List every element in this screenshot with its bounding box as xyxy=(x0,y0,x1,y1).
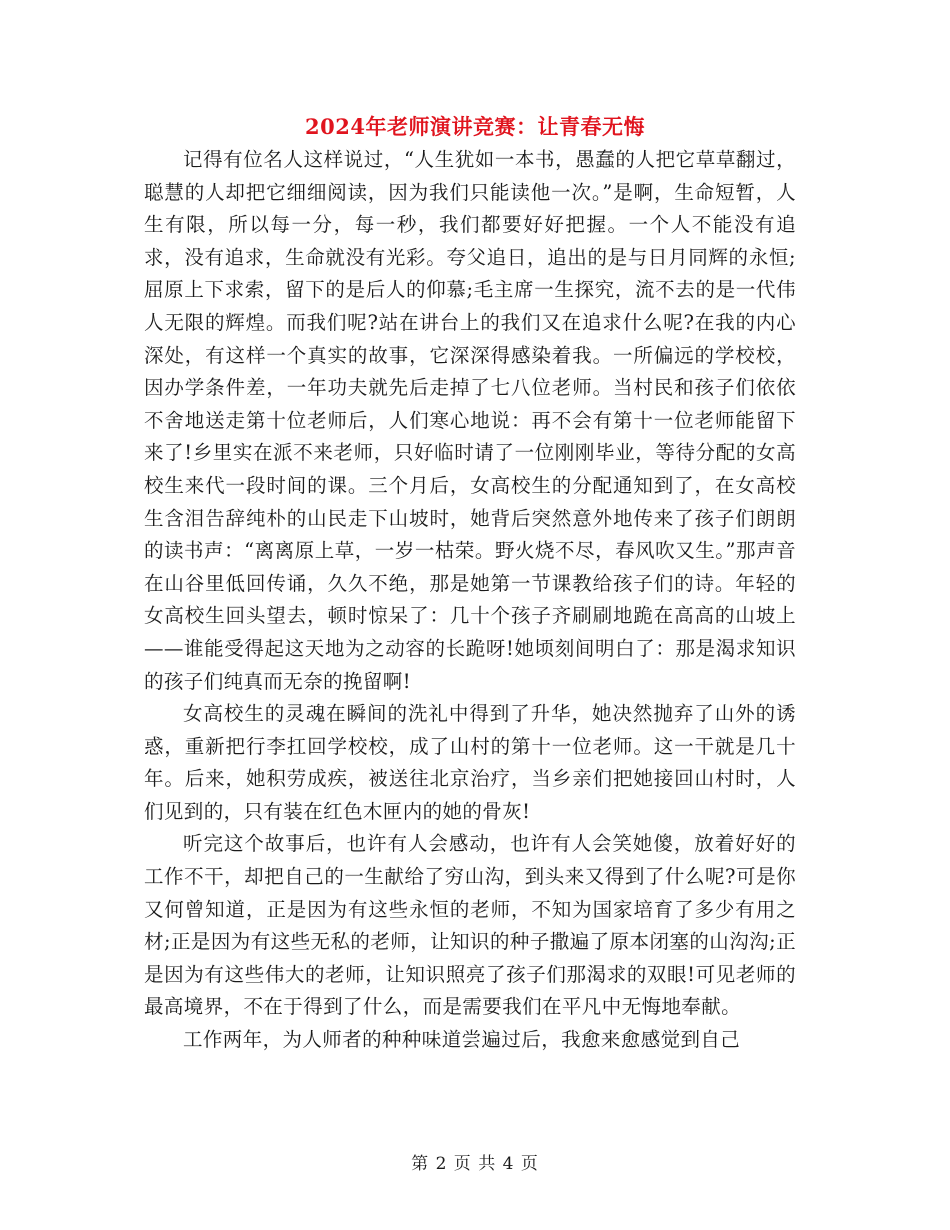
page-number-text: 第 2 页 共 4 页 xyxy=(411,1154,539,1174)
paragraph-4: 工作两年，为人师者的种种味道尝遍过后，我愈来愈感觉到自己 xyxy=(183,1028,741,1052)
paragraph-2: 女高校生的灵魂在瞬间的洗礼中得到了升华，她决然抛弃了山外的诱惑，重新把行李扛回学校校，成了山村的第十一位老师。这一干就是几十年。后来，她积劳成疾，被送往北京治疗，当乡亲们把她接回山村时，人们见到的，只有装在红色木匣内的她的骨灰! xyxy=(144,702,796,823)
document-body xyxy=(144,144,796,1057)
paragraph-3: 听完这个故事后，也许有人会感动，也许有人会笑她傻，放着好好的工作不干，却把自己的一生献给了穷山沟，到头来又得到了什么呢?可是你又何曾知道，正是因为有这些永恒的老师，不知为国家培育了多少有用之材;正是因为有这些无私的老师，让知识的种子撒遍了原本闭塞的山沟沟;正是因为有这些伟大的老师，让知识照亮了孩子们那渴求的双眼!可见老师的最高境界，不在于得到了什么，而是需要我们在平凡中无悔地奉献。 xyxy=(144,832,796,1019)
paragraph-1: 记得有位名人这样说过，“人生犹如一本书，愚蠢的人把它草草翻过，聪慧的人却把它细细阅读，因为我们只能读他一次。”是啊，生命短暂，人生有限，所以每一分，每一秒，我们都要好好把握。一个人不能没有追求，没有追求，生命就没有光彩。夸父追日，追出的是与日月同辉的永恒;屈原上下求索，留下的是后人的仰慕;毛主席一生探究，流不去的是一代伟人无限的辉煌。而我们呢?站在讲台上的我们又在追求什么呢?在我的内心深处，有这样一个真实的故事，它深深得感染着我。一所偏远的学校校，因办学条件差，一年功夫就先后走掉了七八位老师。当村民和孩子们依依不舍地送走第十位老师后，人们寒心地说：再不会有第十一位老师能留下来了!乡里实在派不来老师，只好临时请了一位刚刚毕业，等待分配的女高校生来代一段时间的课。三个月后，女高校生的分配通知到了，在女高校生含泪告辞纯朴的山民走下山坡时，她背后突然意外地传来了孩子们朗朗的读书声：“离离原上草，一岁一枯荣。野火烧不尽，春风吹又生。”那声音在山谷里低回传诵，久久不绝，那是她第一节课教给孩子们的诗。年轻的女高校生回头望去，顿时惊呆了：几十个孩子齐刷刷地跪在高高的山坡上——谁能受得起这天地为之动容的长跪呀!她顷刻间明白了：那是渴求知识的孩子们纯真而无奈的挽留啊! xyxy=(144,148,796,693)
page-footer xyxy=(0,1152,950,1176)
document-title: 2024年老师演讲竞赛：让青春无悔 xyxy=(305,114,645,139)
